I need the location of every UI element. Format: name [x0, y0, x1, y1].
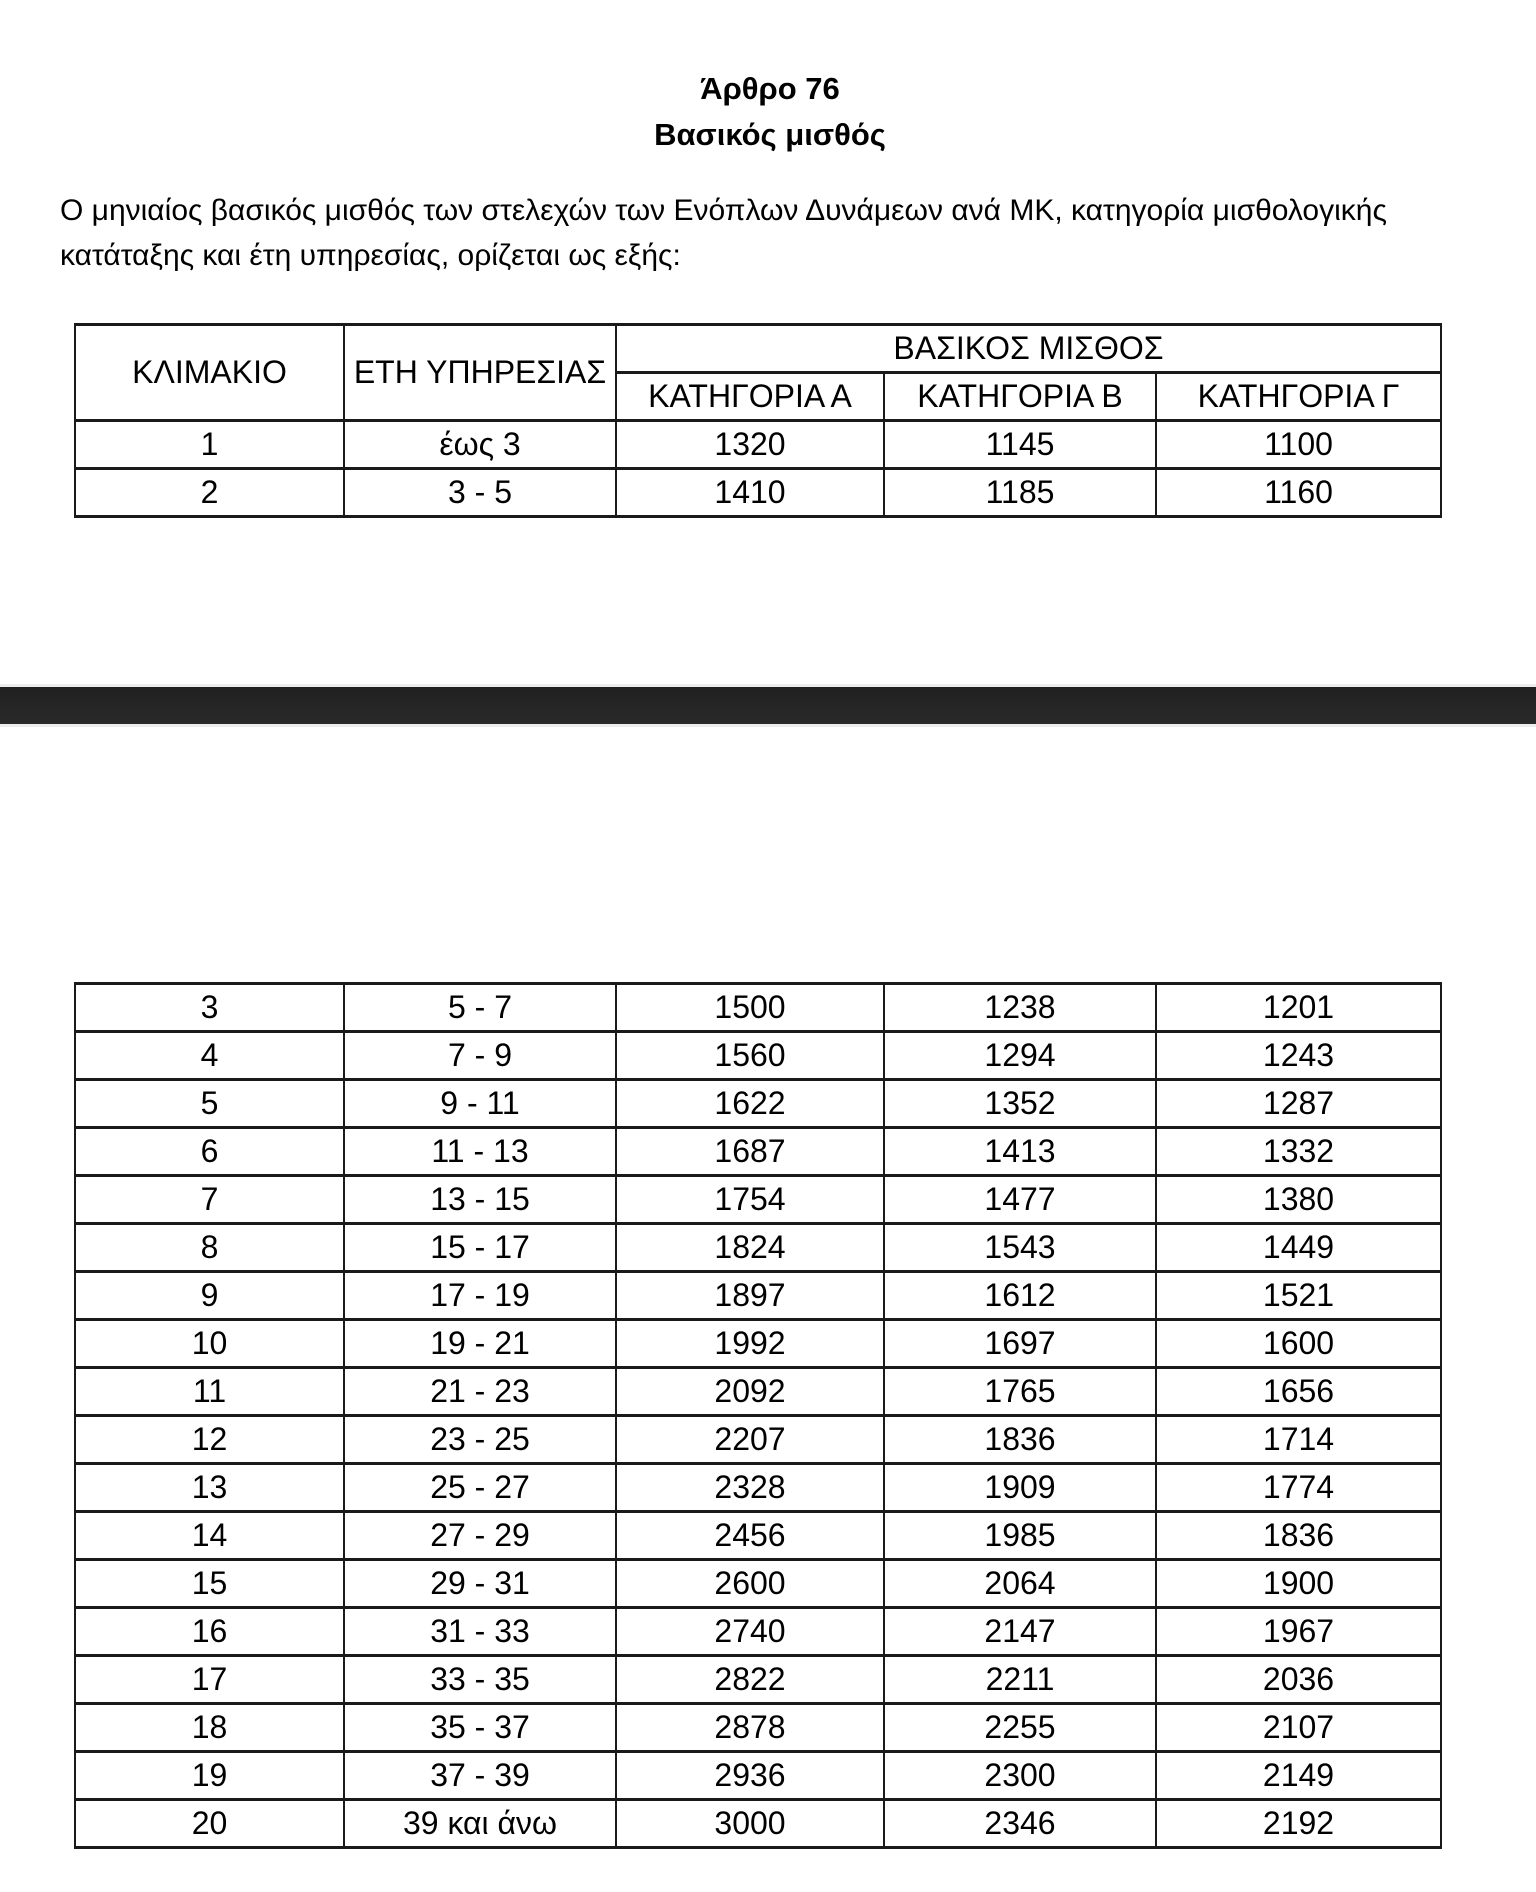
table-cell: 1449 — [1156, 1224, 1441, 1272]
table-cell: 1622 — [616, 1080, 884, 1128]
table-row — [75, 1704, 1441, 1752]
table-cell: 2192 — [1156, 1800, 1441, 1848]
table-cell: 11 - 13 — [344, 1128, 616, 1176]
table-cell: 1985 — [884, 1512, 1156, 1560]
header-katigoria-b: ΚΑΤΗΓΟΡΙΑ Β — [884, 373, 1156, 421]
table-cell: 1201 — [1156, 984, 1441, 1032]
table-cell: 17 - 19 — [344, 1272, 616, 1320]
table-cell: 13 - 15 — [344, 1176, 616, 1224]
table-cell: 9 — [75, 1272, 344, 1320]
table-cell: 2 — [75, 469, 344, 517]
table-cell: 11 — [75, 1368, 344, 1416]
table-cell: 1243 — [1156, 1032, 1441, 1080]
table-cell: 1238 — [884, 984, 1156, 1032]
table-cell: 2936 — [616, 1752, 884, 1800]
table-row — [75, 1608, 1441, 1656]
table-cell: 5 — [75, 1080, 344, 1128]
table-cell: 1992 — [616, 1320, 884, 1368]
table-cell: 1967 — [1156, 1608, 1441, 1656]
table-cell: 1560 — [616, 1032, 884, 1080]
table-row — [75, 421, 1441, 469]
table-cell: 1294 — [884, 1032, 1156, 1080]
table-cell: 1352 — [884, 1080, 1156, 1128]
table-cell: 1160 — [1156, 469, 1441, 517]
table-cell: 1765 — [884, 1368, 1156, 1416]
table-cell: 2456 — [616, 1512, 884, 1560]
table-cell: 2207 — [616, 1416, 884, 1464]
table-cell: 1824 — [616, 1224, 884, 1272]
table-cell: 2107 — [1156, 1704, 1441, 1752]
table-row — [75, 1416, 1441, 1464]
table-row — [75, 1464, 1441, 1512]
table-cell: 10 — [75, 1320, 344, 1368]
table-cell: 1332 — [1156, 1128, 1441, 1176]
pdf-page-1 — [0, 0, 1536, 684]
table-cell: 5 - 7 — [344, 984, 616, 1032]
table-cell: 1836 — [1156, 1512, 1441, 1560]
salary-table-page-1 — [74, 323, 1442, 518]
table-row — [75, 1752, 1441, 1800]
table-cell: 2878 — [616, 1704, 884, 1752]
table-cell: 37 - 39 — [344, 1752, 616, 1800]
table-cell: 1521 — [1156, 1272, 1441, 1320]
table-cell: 1836 — [884, 1416, 1156, 1464]
table-cell: 13 — [75, 1464, 344, 1512]
table-cell: 1612 — [884, 1272, 1156, 1320]
page-gap-bar — [0, 687, 1536, 724]
table-cell: 14 — [75, 1512, 344, 1560]
table-row — [75, 1080, 1441, 1128]
table-cell: 15 - 17 — [344, 1224, 616, 1272]
table-cell: 33 - 35 — [344, 1656, 616, 1704]
table-cell: 1 — [75, 421, 344, 469]
article-title: Άρθρο 76 — [700, 71, 840, 106]
table-row — [75, 1320, 1441, 1368]
table-cell: 31 - 33 — [344, 1608, 616, 1656]
table-row — [75, 1272, 1441, 1320]
table-cell: 16 — [75, 1608, 344, 1656]
table-cell: 15 — [75, 1560, 344, 1608]
table-cell: 3000 — [616, 1800, 884, 1848]
table-cell: 1287 — [1156, 1080, 1441, 1128]
table-cell: 1900 — [1156, 1560, 1441, 1608]
table-cell: 23 - 25 — [344, 1416, 616, 1464]
table-cell: 1410 — [616, 469, 884, 517]
table-cell: 2822 — [616, 1656, 884, 1704]
table-cell: 4 — [75, 1032, 344, 1080]
table-header-row-1 — [75, 325, 1441, 373]
table-cell: 35 - 37 — [344, 1704, 616, 1752]
intro-paragraph-line-2: κατάταξης και έτη υπηρεσίας, ορίζεται ως εξής: — [60, 239, 681, 272]
article-heading — [60, 66, 1480, 158]
table-cell: 9 - 11 — [344, 1080, 616, 1128]
table-cell: 3 — [75, 984, 344, 1032]
table-row — [75, 1800, 1441, 1848]
header-eti-ypiresias: ΕΤΗ ΥΠΗΡΕΣΙΑΣ — [344, 325, 616, 421]
pdf-page-2 — [0, 727, 1536, 1892]
table-cell: 2147 — [884, 1608, 1156, 1656]
table-cell: 2092 — [616, 1368, 884, 1416]
table-cell: 2255 — [884, 1704, 1156, 1752]
page-gap — [0, 684, 1536, 727]
table-cell: 1100 — [1156, 421, 1441, 469]
table-cell: 1185 — [884, 469, 1156, 517]
table-cell: έως 3 — [344, 421, 616, 469]
table-cell: 39 και άνω — [344, 1800, 616, 1848]
table-cell: 8 — [75, 1224, 344, 1272]
table-cell: 27 - 29 — [344, 1512, 616, 1560]
table-cell: 1754 — [616, 1176, 884, 1224]
table-cell: 17 — [75, 1656, 344, 1704]
table-cell: 7 — [75, 1176, 344, 1224]
salary-table-page-1-body — [75, 421, 1441, 517]
table-cell: 1600 — [1156, 1320, 1441, 1368]
table-cell: 1500 — [616, 984, 884, 1032]
table-cell: 1320 — [616, 421, 884, 469]
table-row — [75, 469, 1441, 517]
table-row — [75, 984, 1441, 1032]
table-cell: 18 — [75, 1704, 344, 1752]
table-cell: 1714 — [1156, 1416, 1441, 1464]
table-cell: 19 — [75, 1752, 344, 1800]
table-row — [75, 1032, 1441, 1080]
table-cell: 1656 — [1156, 1368, 1441, 1416]
table-cell: 1145 — [884, 421, 1156, 469]
table-cell: 2600 — [616, 1560, 884, 1608]
table-cell: 1380 — [1156, 1176, 1441, 1224]
article-subtitle: Βασικός μισθός — [654, 117, 886, 152]
header-katigoria-c: ΚΑΤΗΓΟΡΙΑ Γ — [1156, 373, 1441, 421]
table-row — [75, 1176, 1441, 1224]
table-cell: 2211 — [884, 1656, 1156, 1704]
table-cell: 19 - 21 — [344, 1320, 616, 1368]
table-row — [75, 1368, 1441, 1416]
table-cell: 1697 — [884, 1320, 1156, 1368]
table-row — [75, 1512, 1441, 1560]
salary-table-page-2-body — [75, 984, 1441, 1848]
table-row — [75, 1224, 1441, 1272]
table-row — [75, 1560, 1441, 1608]
table-cell: 1897 — [616, 1272, 884, 1320]
table-cell: 2064 — [884, 1560, 1156, 1608]
table-cell: 2036 — [1156, 1656, 1441, 1704]
intro-paragraph — [60, 188, 1480, 278]
table-cell: 1909 — [884, 1464, 1156, 1512]
table-cell: 2300 — [884, 1752, 1156, 1800]
table-cell: 1543 — [884, 1224, 1156, 1272]
table-cell: 2328 — [616, 1464, 884, 1512]
table-cell: 20 — [75, 1800, 344, 1848]
table-cell: 3 - 5 — [344, 469, 616, 517]
table-cell: 1774 — [1156, 1464, 1441, 1512]
intro-paragraph-line-1: Ο μηνιαίος βασικός μισθός των στελεχών των Ενόπλων Δυνάμεων ανά ΜΚ, κατηγορία μισθολογικής — [60, 194, 1387, 227]
table-cell: 7 - 9 — [344, 1032, 616, 1080]
table-cell: 2346 — [884, 1800, 1156, 1848]
table-cell: 25 - 27 — [344, 1464, 616, 1512]
header-katigoria-a: ΚΑΤΗΓΟΡΙΑ Α — [616, 373, 884, 421]
table-row — [75, 1656, 1441, 1704]
table-row — [75, 1128, 1441, 1176]
table-cell: 12 — [75, 1416, 344, 1464]
table-cell: 2740 — [616, 1608, 884, 1656]
table-cell: 6 — [75, 1128, 344, 1176]
table-cell: 29 - 31 — [344, 1560, 616, 1608]
header-klimakio: ΚΛΙΜΑΚΙΟ — [75, 325, 344, 421]
table-cell: 1413 — [884, 1128, 1156, 1176]
table-cell: 1687 — [616, 1128, 884, 1176]
salary-table-page-2 — [74, 982, 1442, 1849]
table-cell: 21 - 23 — [344, 1368, 616, 1416]
table-cell: 1477 — [884, 1176, 1156, 1224]
header-vasikos-misthos: ΒΑΣΙΚΟΣ ΜΙΣΘΟΣ — [616, 325, 1441, 373]
table-cell: 2149 — [1156, 1752, 1441, 1800]
